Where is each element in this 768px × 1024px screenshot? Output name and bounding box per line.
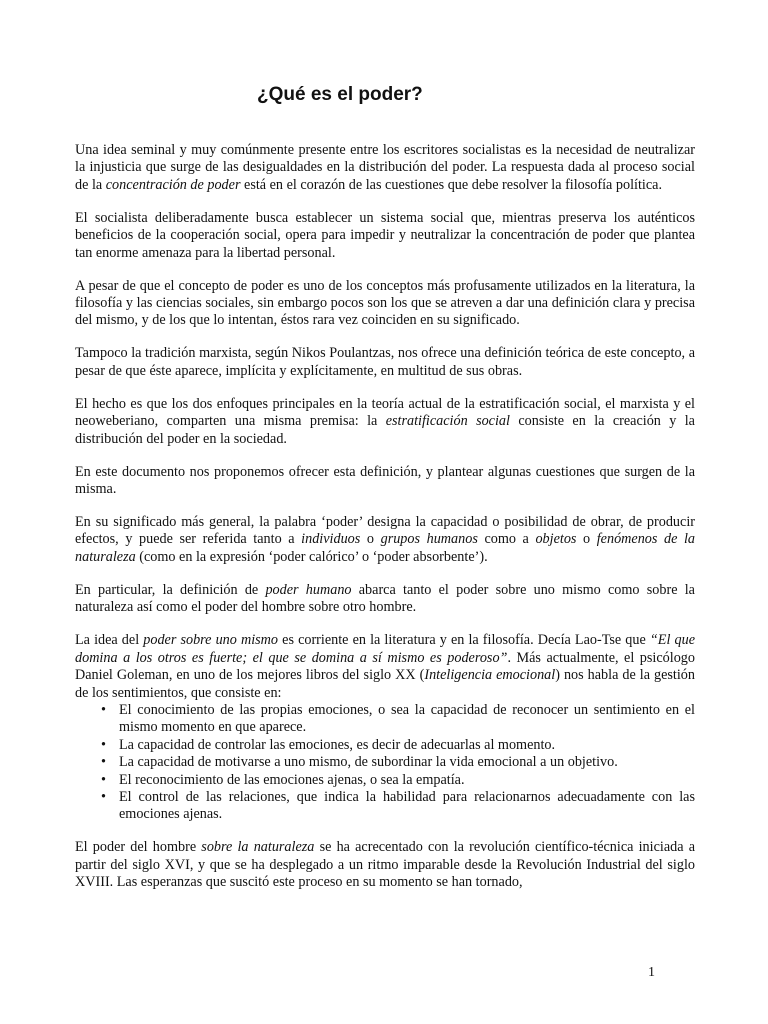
page-title: ¿Qué es el poder? <box>257 84 423 105</box>
text-run: como a <box>477 531 536 548</box>
text-run: abarca tanto el poder sobre uno mismo como sobre la naturaleza así como el poder del hombre sobre otro hombre. <box>75 581 695 616</box>
paragraph-5 <box>75 396 695 448</box>
text-run: En su significado más general, la palabra ‘poder’ designa la capacidad o posibilidad de obrar, de producir efectos, y puede ser referida tanto a <box>75 514 695 548</box>
text-run: Tampoco la tradición marxista, según Nikos Poulantzas, nos ofrece una definición teórica de este concepto, a pesar de que éste aparece, implícita y explícitamente, en multitud de sus obras. <box>75 345 695 379</box>
page-number: 1 <box>648 965 655 980</box>
italic-run: fenómenos de la naturaleza <box>75 531 696 565</box>
paragraph-3 <box>75 278 695 330</box>
text-run: consiste en la creación y la distribución del poder en la sociedad. <box>75 413 695 447</box>
italic-run: concentración de poder <box>105 176 241 193</box>
text-run: El socialista deliberadamente busca establecer un sistema social que, mientras preserva los auténticos beneficios de la cooperación social, opera para impedir y neutralizar la concentración de poder que plantea tan enorme amenaza para la libertad personal. <box>75 209 695 261</box>
paragraph-1 <box>75 142 695 194</box>
paragraph-6 <box>75 464 695 499</box>
italic-run: grupos humanos <box>380 531 478 548</box>
bullet-item-4: • El reconocimiento de las emociones ajenas, o sea la empatía. <box>119 772 695 789</box>
text-run: Una idea seminal y muy comúnmente presente entre los escritores socialistas es la necesidad de neutralizar la injusticia que surge de las desigualdades en la distribución del poder. La respuesta dada al proceso social de la <box>75 142 695 193</box>
text-run: El hecho es que los dos enfoques principales en la teoría actual de la estratificación social, el marxista y el neoweberiano, comparten una misma premisa: la <box>75 395 695 430</box>
text-run: En este documento nos proponemos ofrecer esta definición, y plantear algunas cuestiones que surgen de la misma. <box>75 463 695 498</box>
paragraph-8 <box>75 582 695 617</box>
text-run: es corriente en la literatura y en la filosofía. Decía Lao-Tse que <box>278 632 650 649</box>
italic-run: poder humano <box>265 581 352 598</box>
paragraph-7 <box>75 514 695 566</box>
text-run: se ha acrecentado con la revolución científico-técnica iniciada a partir del siglo XVI, y que se ha desplegado a un ritmo imparable desde la Revolución Industrial del siglo XVIII. Las esperanzas que suscitó este proceso en su momento se han tornado, <box>75 839 695 891</box>
italic-run: individuos <box>301 531 361 548</box>
document-body <box>75 142 695 907</box>
text-run: (como en la expresión ‘poder calórico’ o ‘poder absorbente’). <box>135 548 488 565</box>
italic-run: objetos <box>535 531 577 548</box>
italic-run: estratificación social <box>385 413 510 430</box>
text-run: El poder del hombre <box>75 839 202 856</box>
text-run: . Más actualmente, el psicólogo Daniel Goleman, en uno de los mejores libros del siglo XX ( <box>75 649 695 684</box>
bullet-item-2: • La capacidad de controlar las emociones, es decir de adecuarlas al momento. <box>119 737 695 754</box>
italic-run: “El que domina a los otros es fuerte; el que se domina a sí mismo es poderoso” <box>75 632 695 666</box>
italic-run: poder sobre uno mismo <box>143 632 279 649</box>
bullet-item-3: • La capacidad de motivarse a uno mismo, de subordinar la vida emocional a un objetivo. <box>119 754 695 771</box>
text-run: La idea del <box>75 632 144 649</box>
text-run: ) nos habla de la gestión de los sentimientos, que consiste en: <box>75 667 695 701</box>
text-run: o <box>360 531 381 548</box>
paragraph-4 <box>75 345 695 380</box>
italic-run: Inteligencia emocional <box>424 667 556 684</box>
text-run: o <box>576 531 597 548</box>
paragraph-2 <box>75 210 695 262</box>
text-run: está en el corazón de las cuestiones que debe resolver la filosofía política. <box>240 176 663 193</box>
bullet-item-1: • El conocimiento de las propias emociones, o sea la capacidad de reconocer un sentimiento en el mismo momento en que aparece. <box>119 702 695 737</box>
text-run: A pesar de que el concepto de poder es uno de los conceptos más profusamente utilizados en la literatura, la filosofía y las ciencias sociales, sin embargo pocos son los que se atreven a dar una definición clara y precisa del mismo, y de los que lo intentan, éstos rara vez coinciden en su significado. <box>75 277 695 329</box>
paragraph-9 <box>75 632 695 702</box>
paragraph-10 <box>75 839 695 891</box>
bullet-list <box>75 702 695 824</box>
text-run: En particular, la definición de <box>75 581 266 598</box>
italic-run: sobre la naturaleza <box>201 839 315 856</box>
bullet-item-5: • El control de las relaciones, que indica la habilidad para relacionarnos adecuadamente con las emociones ajenas. <box>119 789 695 824</box>
